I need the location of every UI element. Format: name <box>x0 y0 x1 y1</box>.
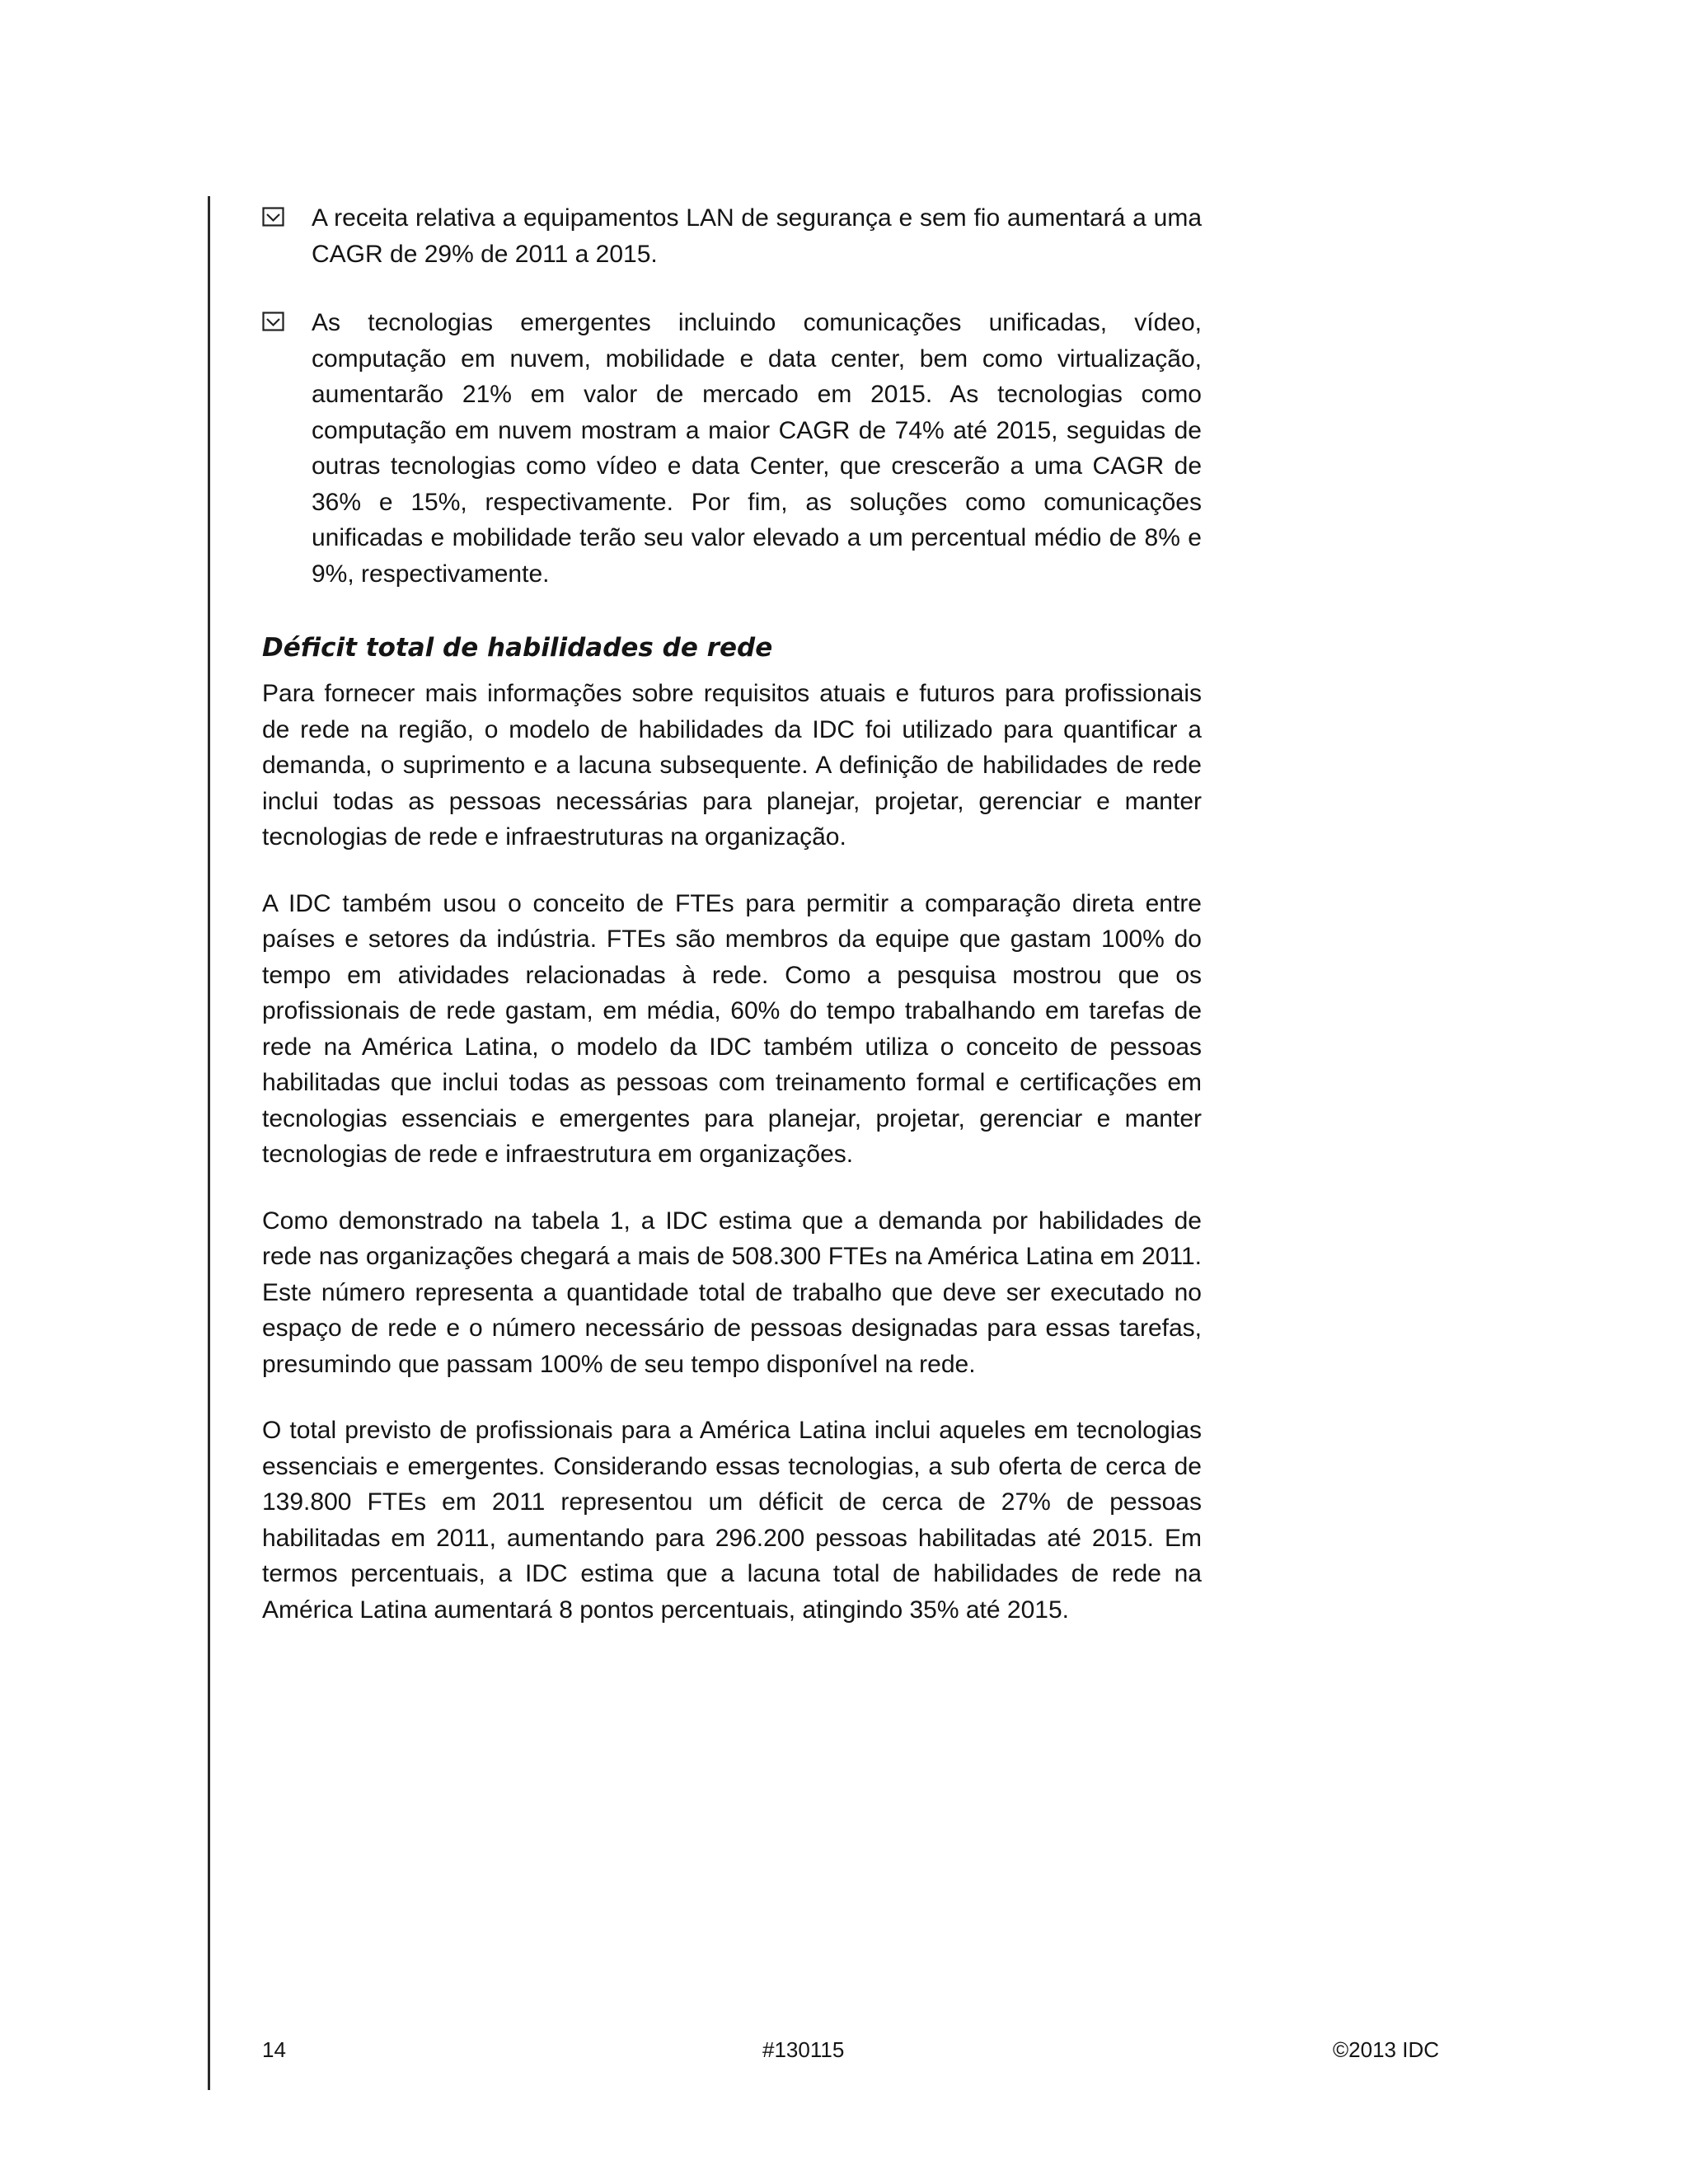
bullet-text: A receita relativa a equipamentos LAN de segurança e sem fio aumentará a uma CAGR de 29% de 2011 a 2015. <box>312 204 1202 268</box>
bullet-text: As tecnologias emergentes incluindo comunicações unificadas, vídeo, computação em nuvem, mobilidade e data center, bem como virtualização, aumentarão 21% em valor de mercado em 2015. As tecnologias como computação em nuvem mostram a maior CAGR de 74% até 2015, seguidas de outras tecnologias como vídeo e data Center, que crescerão a uma CAGR de 36% e 15%, respectivamente. Por fim, as soluções como comunicações unificadas e mobilidade terão seu valor elevado a um percentual médio de 8% e 9%, respectivamente. <box>312 309 1202 588</box>
paragraph: Como demonstrado na tabela 1, a IDC estima que a demanda por habilidades de rede nas organizações chegará a mais de 508.300 FTEs na América Latina em 2011. Este número representa a quantidade total de trabalho que deve ser executado no espaço de rede e o número necessário de pessoas designadas para essas tarefas, presumindo que passam 100% de seu tempo disponível na rede. <box>262 1207 1202 1378</box>
paragraph: O total previsto de profissionais para a América Latina inclui aqueles em tecnologias essenciais e emergentes. Considerando essas tecnologias, a sub oferta de cerca de 139.800 FTEs em 2011 representou um déficit de cerca de 27% de pessoas habilitadas em 2011, aumentando para 296.200 pessoas habilitadas até 2015. Em termos percentuais, a IDC estima que a lacuna total de habilidades de rede na América Latina aumentará 8 pontos percentuais, atingindo 35% até 2015. <box>262 1417 1202 1624</box>
footer-document-id: #130115 <box>762 2037 845 2062</box>
bullet-item <box>262 305 1202 592</box>
paragraph: A IDC também usou o conceito de FTEs para permitir a comparação direta entre países e setores da indústria. FTEs são membros da equipe que gastam 100% do tempo em atividades relacionadas à rede. Como a pesquisa mostrou que os profissionais de rede gastam, em média, 60% do tempo trabalhando em tarefas de rede na América Latina, o modelo da IDC também utiliza o conceito de pessoas habilitadas que inclui todas as pessoas com treinamento formal e certificações em tecnologias essenciais e emergentes para planejar, projetar, gerenciar e manter tecnologias de rede e infraestrutura em organizações. <box>262 889 1202 1168</box>
checkbox-arrow-icon <box>262 312 284 331</box>
section-heading: Déficit total de habilidades de rede <box>262 633 773 663</box>
paragraph: Para fornecer mais informações sobre requisitos atuais e futuros para profissionais de rede na região, o modelo de habilidades da IDC foi utilizado para quantificar a demanda, o suprimento e a lacuna subsequente. A definição de habilidades de rede inclui todas as pessoas necessárias para planejar, projetar, gerenciar e manter tecnologias de rede e infraestruturas na organização. <box>262 680 1202 851</box>
page-content <box>262 200 1202 1628</box>
bullet-item <box>262 200 1202 272</box>
left-margin-rule <box>208 196 210 2090</box>
footer-copyright: ©2013 IDC <box>1333 2037 1439 2062</box>
footer-page-number: 14 <box>262 2037 286 2062</box>
checkbox-arrow-icon <box>262 207 284 227</box>
